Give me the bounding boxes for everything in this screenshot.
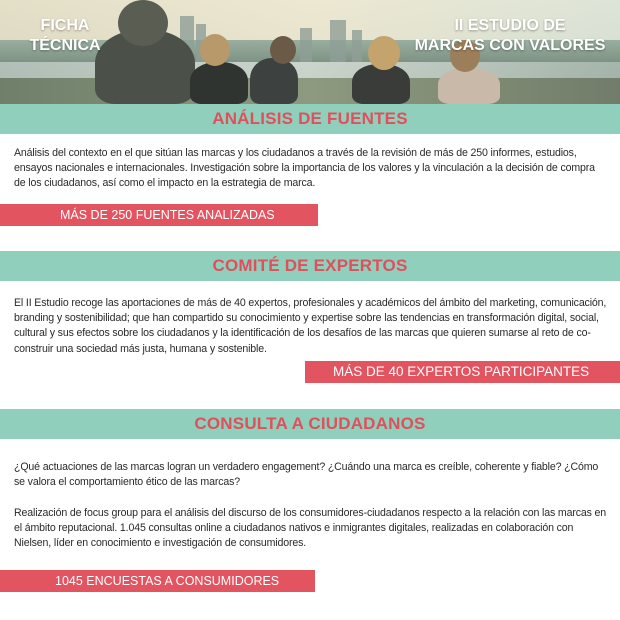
section-body-paragraph: Análisis del contexto en el que sitúan las marcas y los ciudadanos a través de la revisión de más de 250 informes, estudios, ensayos nacionales e internacionales. Investigación sobre la importancia de los valores y la vinculación a la decisión de compra de los ciudadanos, así como el impacto en la estrategia de marca. [14,147,595,190]
section-body-paragraph: El II Estudio recoge las aportaciones de más de 40 expertos, profesionales y académicos del ámbito del marketing, comunicación, branding y sostenibilidad; que han compartido su conocimiento y expertise sobre las tendencias en transformación digital, social, cultural y sus efectos sobre los ciudadanos y la identificación de los desafíos de las marcas que quieren sumarse al reto de co-construir una sociedad más justa, humana y sostenible. [14,297,607,355]
title-line: MARCAS CON VALORES [414,37,606,54]
person-silhouette [352,64,410,104]
title-line: TÉCNICA [29,37,101,54]
section-header-consulta [0,409,620,439]
title-line: FICHA [40,17,90,34]
person-head [368,36,400,70]
lawn [0,78,620,104]
title-line: II ESTUDIO DE [454,17,566,34]
person-head [270,36,296,64]
skyline-building [330,20,346,64]
section-header-analisis [0,104,620,134]
skyline-building [352,30,362,64]
highlight-tag: MÁS DE 40 EXPERTOS PARTICIPANTES [305,361,620,383]
highlight-tag: MÁS DE 250 FUENTES ANALIZADAS [0,204,318,226]
section-title: COMITÉ DE EXPERTOS [212,256,408,275]
person-silhouette [190,62,248,104]
section-body-paragraph: Realización de focus group para el análisis del discurso de los consumidores-ciudadanos respecto a la relación con las marcas en el ámbito reputacional. 1.045 consultas online a ciudadanos nativos e inmigrantes digitales, realizadas en colaboración con Nielsen, líder en conocimiento e investigación de consumidores. [14,507,607,550]
person-silhouette [250,58,298,104]
person-head [118,0,168,46]
river [0,62,620,78]
ficha-tecnica-title [20,16,110,56]
header-photo-banner [0,0,620,104]
study-title [400,16,620,56]
section-header-comite [0,251,620,281]
section-title: CONSULTA A CIUDADANOS [194,414,426,433]
skyline-building [300,28,312,64]
section-title: ANÁLISIS DE FUENTES [212,109,408,128]
person-silhouette [438,68,500,104]
section-body-paragraph: ¿Qué actuaciones de las marcas logran un verdadero engagement? ¿Cuándo una marca es creíble, coherente y fiable? ¿Cómo se valora el comportamiento ético de las marcas? [14,461,599,489]
person-head [200,34,230,66]
highlight-tag: 1045 ENCUESTAS A CONSUMIDORES [0,570,315,592]
